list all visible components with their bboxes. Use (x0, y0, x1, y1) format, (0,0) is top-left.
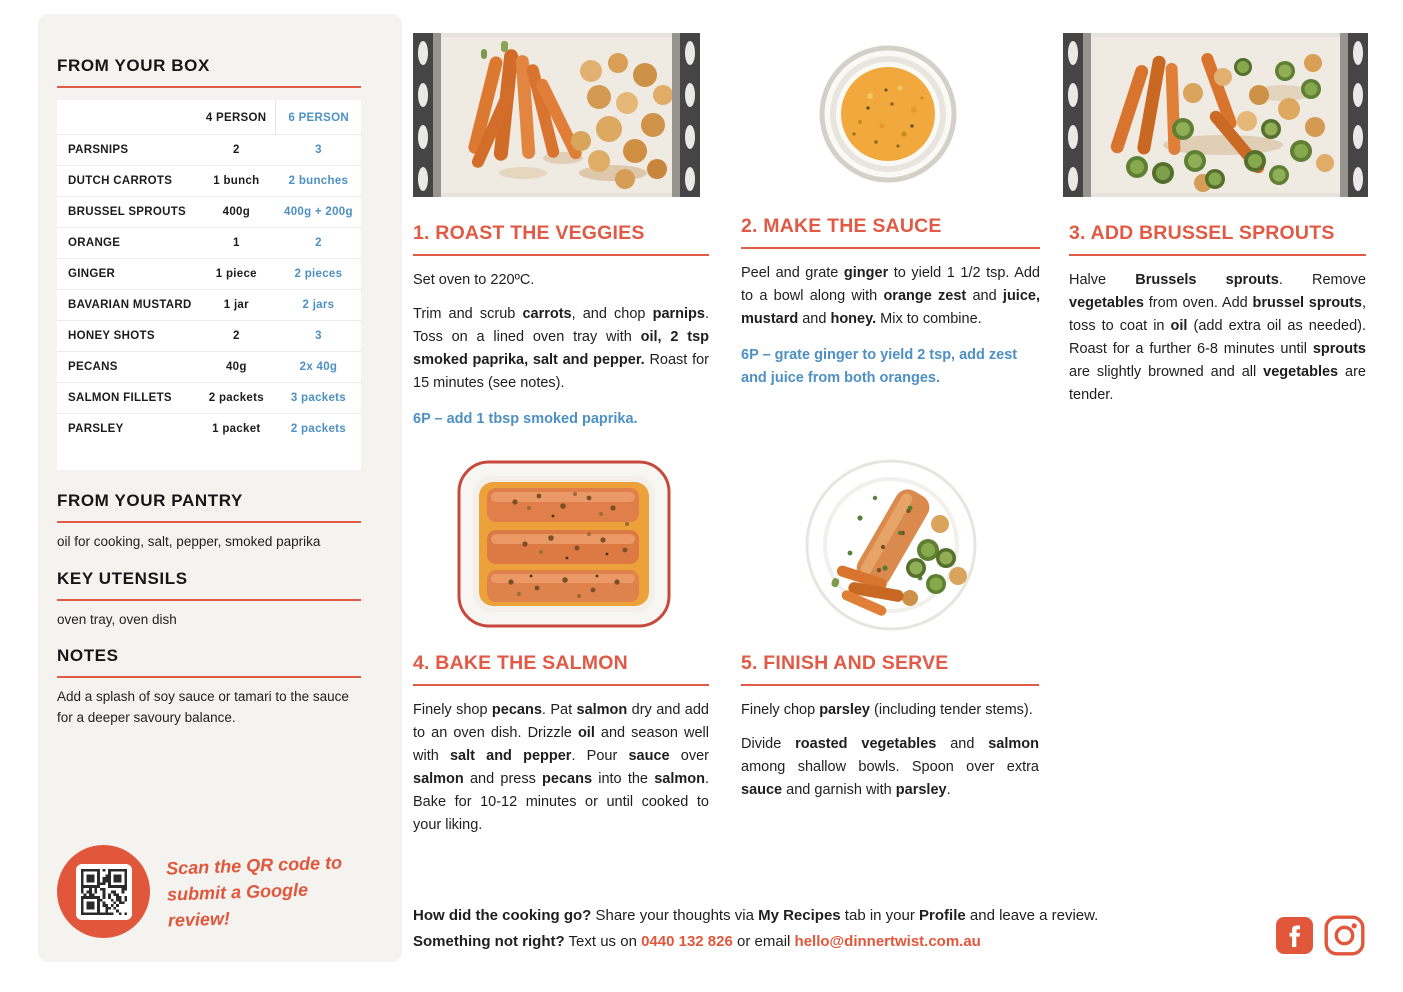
step-paragraph: Finely chop parsley (including tender stems). (741, 702, 1033, 718)
step-2-title: 2. MAKE THE SAUCE (741, 215, 1040, 249)
step-3-title: 3. ADD BRUSSEL SPROUTS (1069, 222, 1366, 256)
ingredient-name: SALMON FILLETS (68, 392, 172, 404)
ingredient-name: PARSNIPS (68, 144, 129, 156)
qty-4-person: 1 bunch (213, 175, 260, 187)
sidebar (38, 14, 402, 962)
table-row (57, 135, 361, 166)
ingredient-column-spacer (57, 100, 197, 135)
qty-4-person: 40g (225, 361, 247, 373)
contact-link[interactable]: hello@dinnertwist.com.au (794, 933, 981, 950)
qr-caption: Scan the QR code to submit a Google review! (165, 852, 343, 932)
qty-4-person: 1 (232, 237, 240, 249)
col-header-6-person: 6 PERSON (276, 100, 361, 135)
facebook-icon[interactable] (1276, 917, 1313, 954)
photo-roasted-veggies-tray (413, 33, 700, 197)
qty-6-person: 400g + 200g (284, 206, 353, 218)
photo-veggies-sprouts-tray (1063, 33, 1368, 197)
ingredients-table (57, 100, 361, 444)
step-1-block (413, 222, 709, 431)
ingredients-table-card (57, 100, 361, 470)
step-tip-6p: 6P – grate ginger to yield 2 tsp, add zest and juice from both oranges. (741, 347, 1018, 386)
ingredient-name: BAVARIAN MUSTARD (68, 299, 192, 311)
table-row (57, 321, 361, 352)
ingredient-name: PECANS (68, 361, 118, 373)
table-header-row (57, 100, 361, 135)
ingredient-name: GINGER (68, 268, 116, 280)
footer-line-2: Something not right? Text us on 0440 132 826 or email hello@dinnertwist.com.au (413, 933, 981, 950)
qr-code (76, 864, 132, 920)
qty-4-person: 1 packet (212, 423, 261, 435)
social-icons (1276, 915, 1365, 956)
qty-6-person: 2x 40g (299, 361, 338, 373)
sauce-bowl-illustration (788, 38, 988, 190)
footer (413, 903, 1233, 955)
step-paragraph: Set oven to 220ºC. (413, 272, 535, 288)
step-1-body (413, 269, 709, 431)
box-table-body (57, 135, 361, 445)
instagram-icon[interactable] (1324, 915, 1365, 956)
contact-link[interactable]: 0440 132 826 (641, 933, 733, 950)
step-paragraph: Divide roasted vegetables and salmon among shallow bowls. Spoon over extra sauce and garnish with parsley. (741, 736, 1039, 798)
photo-sauce-bowl (788, 38, 988, 190)
from-your-pantry-title: FROM YOUR PANTRY (57, 491, 361, 523)
key-utensils-title: KEY UTENSILS (57, 569, 361, 601)
ingredient-name: BRUSSEL SPROUTS (68, 206, 187, 218)
from-your-pantry-section (57, 491, 361, 553)
notes-text: Add a splash of soy sauce or tamari to the sauce for a deeper savoury balance. (57, 689, 349, 725)
ingredient-name: DUTCH CARROTS (68, 175, 173, 187)
plated-dish-illustration (790, 458, 992, 632)
qty-4-person: 1 piece (215, 268, 257, 280)
step-4-block (413, 652, 709, 837)
step-3-body (1069, 269, 1366, 407)
roast-veggies-photo-illustration (413, 33, 700, 197)
col-header-4-person: 4 PERSON (205, 112, 267, 124)
from-your-box-title: FROM YOUR BOX (57, 56, 361, 88)
qty-6-person: 2 pieces (294, 268, 343, 280)
table-row (57, 228, 361, 259)
qty-4-person: 2 packets (208, 392, 264, 404)
brussel-sprouts-tray-illustration (1063, 33, 1368, 197)
ingredient-name: PARSLEY (68, 423, 124, 435)
step-5-title: 5. FINISH AND SERVE (741, 652, 1039, 686)
qty-4-person: 2 (232, 330, 240, 342)
step-1-title: 1. ROAST THE VEGGIES (413, 222, 709, 256)
step-tip-6p: 6P – add 1 tbsp smoked paprika. (413, 411, 638, 427)
table-row (57, 383, 361, 414)
photo-plated-dish (790, 458, 992, 632)
notes-section (57, 646, 361, 729)
utensils-text: oven tray, oven dish (57, 612, 177, 627)
qty-4-person: 1 jar (223, 299, 249, 311)
google-review-block (57, 845, 372, 938)
key-utensils-section (57, 569, 361, 631)
qty-6-person: 3 (315, 144, 322, 156)
ingredient-name: HONEY SHOTS (68, 330, 155, 342)
qty-4-person: 400g (222, 206, 251, 218)
step-paragraph: Halve Brussels sprouts. Remove vegetables from oven. Add brussel sprouts, toss to coat in oil (add extra oil as needed). Roast for a further 6-8 minutes until sprouts are slightly browned and all vegetables are tender. (1069, 272, 1367, 403)
ingredient-name: ORANGE (68, 237, 121, 249)
table-row (57, 166, 361, 197)
step-paragraph: Finely shop pecans. Pat salmon dry and add to an oven dish. Drizzle oil and season well with salt and pepper. Pour sauce over salmon and press pecans into the salmon. Bake for 10-12 minutes or until cooked to your liking. (413, 702, 709, 833)
step-2-block (741, 215, 1040, 390)
qty-6-person: 2 (315, 237, 322, 249)
table-row (57, 259, 361, 290)
from-your-box-section (57, 56, 361, 470)
table-row (57, 352, 361, 383)
photo-salmon-dish (455, 458, 673, 630)
step-3-block (1069, 222, 1366, 407)
step-5-body (741, 699, 1039, 802)
step-paragraph: Trim and scrub carrots, and chop parnips. Toss on a lined oven tray with oil, 2 tsp smoked paprika, salt and pepper. Roast for 15 minutes (see notes). (413, 306, 710, 391)
table-row (57, 414, 361, 445)
step-5-block (741, 652, 1039, 802)
table-row (57, 290, 361, 321)
qr-circle (57, 845, 150, 938)
qty-6-person: 2 jars (302, 299, 335, 311)
salmon-dish-illustration (455, 458, 673, 630)
step-2-body (741, 262, 1040, 390)
step-4-title: 4. BAKE THE SALMON (413, 652, 709, 686)
step-4-body (413, 699, 709, 837)
table-row (57, 197, 361, 228)
qr-pattern (81, 869, 127, 915)
qty-6-person: 3 (315, 330, 322, 342)
qty-6-person: 2 packets (290, 423, 346, 435)
qty-4-person: 2 (232, 144, 240, 156)
qty-6-person: 2 bunches (288, 175, 349, 187)
footer-line-1: How did the cooking go? Share your thoughts via My Recipes tab in your Profile and leave a review. (413, 907, 1099, 924)
notes-title: NOTES (57, 646, 361, 678)
qty-6-person: 3 packets (290, 392, 346, 404)
step-paragraph: Peel and grate ginger to yield 1 1/2 tsp. Add to a bowl along with orange zest and juice, mustard and honey. Mix to combine. (741, 265, 1040, 327)
pantry-items-text: oil for cooking, salt, pepper, smoked paprika (57, 534, 321, 549)
